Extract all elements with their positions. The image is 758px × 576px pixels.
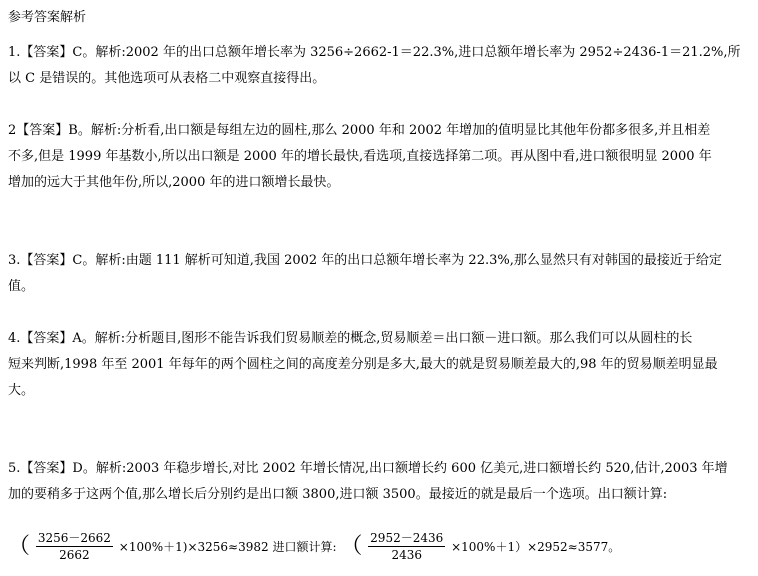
answer-4-line-3: 大。 xyxy=(8,383,35,398)
answer-2 xyxy=(8,118,754,196)
fraction-1-numerator: 3256－2662 xyxy=(37,531,111,545)
answer-4 xyxy=(8,326,754,404)
formula-middle-text: ×100%＋1)×3256≈3982 进口额计算: xyxy=(118,540,337,554)
answer-5-line-1: 5.【答案】D。解析:2003 年稳步增长,对比 2002 年增长情况,出口额增长约 600 亿美元,进口额增长约 520,估计,2003 年增 xyxy=(8,461,728,476)
answer-1-line-2: 以 C 是错误的。其他选项可从表格二中观察直接得出。 xyxy=(8,71,326,86)
answer-3-line-2: 值。 xyxy=(8,279,35,294)
answer-5-line-2: 加的要稍多于这两个值,那么增长后分别约是出口额 3800,进口额 3500。最接近的就是最后一个选项。出口额计算: xyxy=(8,487,668,502)
answer-5 xyxy=(8,456,754,508)
formula-open-paren-1: （ xyxy=(8,533,31,559)
answer-2-line-2: 不多,但是 1999 年基数小,所以出口额是 2000 年的增长最快,看选项,直接选择第二项。再从图中看,进口额很明显 2000 年 xyxy=(8,149,712,164)
answer-2-line-3: 增加的远大于其他年份,所以,2000 年的进口额增长最快。 xyxy=(8,175,340,190)
answer-3 xyxy=(8,248,754,300)
formula-fraction-2 xyxy=(368,530,445,563)
calculation-formula xyxy=(8,530,620,574)
answer-1 xyxy=(8,40,754,92)
formula-fraction-1 xyxy=(36,530,113,563)
answer-2-line-1: 2【答案】B。解析:分析看,出口额是每组左边的圆柱,那么 2000 年和 2002 年增加的值明显比其他年份都多很多,并且相差 xyxy=(8,123,711,138)
fraction-1-denominator: 2662 xyxy=(59,548,90,562)
formula-open-paren-2: （ xyxy=(340,533,363,559)
answer-1-line-1: 1.【答案】C。解析:2002 年的出口总额年增长率为 3256÷2662-1＝22.3%,进口总额年增长率为 2952÷2436-1＝21.2%,所 xyxy=(8,45,741,60)
answer-4-line-2: 短来判断,1998 年至 2001 年每年的两个圆柱之间的高度差分别是多大,最大的就是贸易顺差最大的,98 年的贸易顺差明显最 xyxy=(8,357,718,372)
answer-4-line-1: 4.【答案】A。解析:分析题目,图形不能告诉我们贸易顺差的概念,贸易顺差＝出口额－进口额。那么我们可以从圆柱的长 xyxy=(8,331,693,346)
fraction-2-denominator: 2436 xyxy=(391,548,422,562)
formula-end-text: ×100%＋1）×2952≈3577。 xyxy=(451,540,621,554)
fraction-2-numerator: 2952－2436 xyxy=(370,531,444,545)
answer-3-line-1: 3.【答案】C。解析:由题 111 解析可知道,我国 2002 年的出口总额年增长率为 22.3%,那么显然只有对韩国的最接近于给定 xyxy=(8,253,722,268)
page-title: 参考答案解析 xyxy=(8,10,87,25)
